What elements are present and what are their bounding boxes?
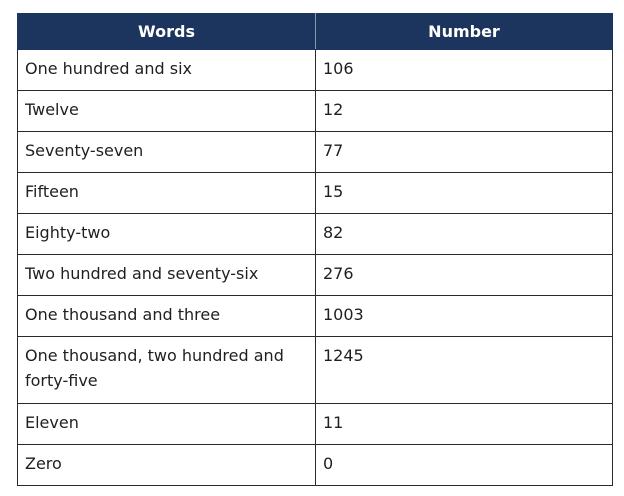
table-row bbox=[18, 337, 613, 404]
words-cell: Twelve bbox=[18, 91, 316, 132]
table-row bbox=[18, 173, 613, 214]
table-row bbox=[18, 445, 613, 486]
words-cell: One hundred and six bbox=[18, 50, 316, 91]
number-cell: 77 bbox=[316, 132, 613, 173]
words-cell: One thousand and three bbox=[18, 296, 316, 337]
table-row bbox=[18, 132, 613, 173]
table-header bbox=[18, 14, 613, 50]
header-row bbox=[18, 14, 613, 50]
number-cell: 0 bbox=[316, 445, 613, 486]
number-cell: 15 bbox=[316, 173, 613, 214]
number-cell: 11 bbox=[316, 404, 613, 445]
number-cell: 106 bbox=[316, 50, 613, 91]
table-row bbox=[18, 255, 613, 296]
table-row bbox=[18, 214, 613, 255]
words-cell: Fifteen bbox=[18, 173, 316, 214]
words-cell: Zero bbox=[18, 445, 316, 486]
number-cell: 12 bbox=[316, 91, 613, 132]
column-header-number: Number bbox=[316, 14, 613, 50]
table-body bbox=[18, 50, 613, 486]
words-cell: Eighty-two bbox=[18, 214, 316, 255]
table-row bbox=[18, 296, 613, 337]
column-header-words: Words bbox=[18, 14, 316, 50]
words-cell: One thousand, two hundred and forty-five bbox=[18, 337, 316, 404]
number-cell: 82 bbox=[316, 214, 613, 255]
words-cell: Two hundred and seventy-six bbox=[18, 255, 316, 296]
words-cell: Eleven bbox=[18, 404, 316, 445]
number-cell: 276 bbox=[316, 255, 613, 296]
table-row bbox=[18, 91, 613, 132]
table-row bbox=[18, 404, 613, 445]
number-cell: 1245 bbox=[316, 337, 613, 404]
words-numbers-table bbox=[17, 13, 613, 486]
table-row bbox=[18, 50, 613, 91]
number-cell: 1003 bbox=[316, 296, 613, 337]
words-cell: Seventy-seven bbox=[18, 132, 316, 173]
